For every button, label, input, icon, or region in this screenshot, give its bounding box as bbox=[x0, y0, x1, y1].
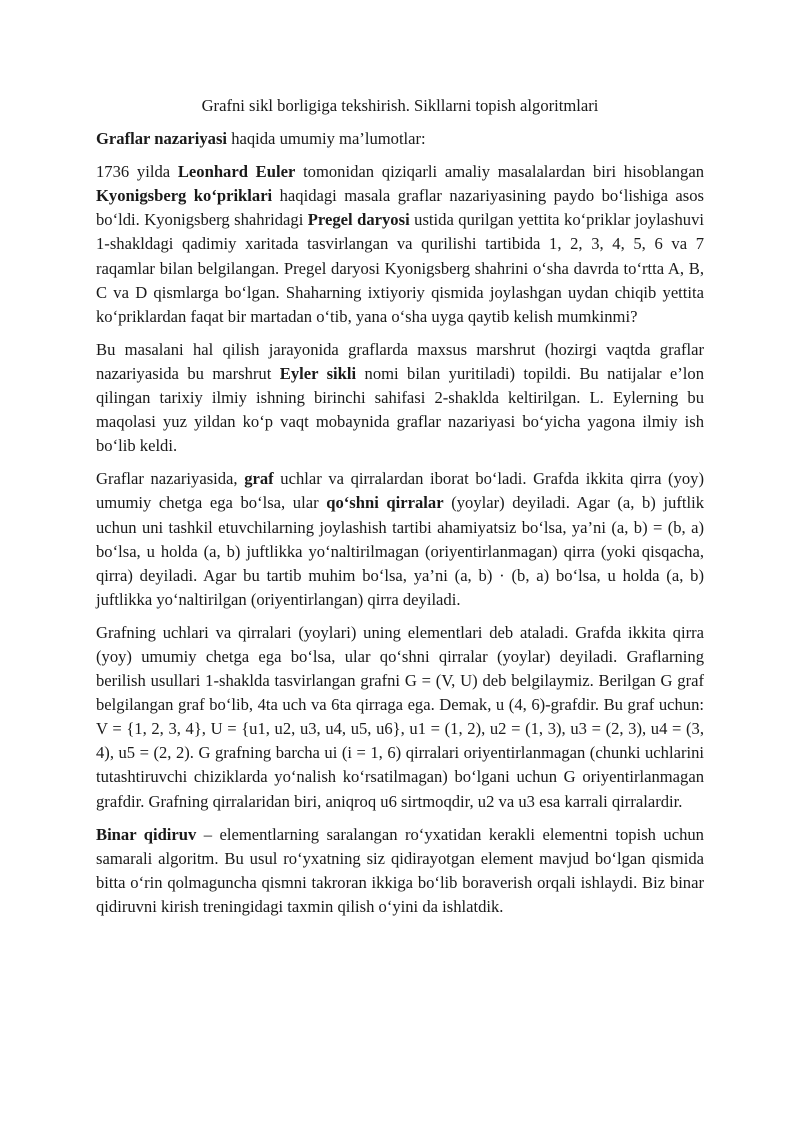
paragraph-text: Grafning uchlari va qirralari (yoylari) uning elementlari deb ataladi. Grafda ikkita qirra (yoy) umumiy chetga ega bo‘lsa, ular qo‘shni qirralar (yoylar) deyiladi. Graflarning berilish usullari 1-shaklda tasvirlangan grafni G = (V, U) deb belgilaymiz. Berilgan G graf belgilangan graf bo‘lib, 4ta uch va 6ta qirraga ega. Demak, u (4, 6)-grafdir. Bu graf uchun: V = {1, 2, 3, 4}, U = {u1, u2, u3, u4, u5, u6}, u1 = (1, 2), u2 = (1, 3), u3 = (2, 3), u4 = (3, 4), u5 = (2, 2). G grafning barcha ui (i = 1, 6) qirralari oriyentirlanmagan (chunki uchlarini tutashtiruvchi chiziklarda yo‘nalish ko‘rsatilmagan) bo‘lgani uchun G oriyentirlanmagan grafdir. Grafning qirralaridan biri, aniqroq u6 sirtmoqdir, u2 va u3 esa karrali qirralardir. bbox=[96, 622, 704, 811]
paragraph-text: Bu masalani hal qilish jarayonida graflarda maxsus marshrut (hozirgi vaqtda graflar nazariyasida bu marshrut bbox=[96, 339, 704, 383]
paragraph-intro bbox=[96, 127, 704, 151]
paragraph-graph-definition bbox=[96, 467, 704, 612]
bold-term: graf bbox=[244, 469, 274, 489]
paragraph-text: – elementlarning saralangan ro‘yxatidan kerakli elementni topish uchun samarali algoritm. Bu usul ro‘yxatning siz qidirayotgan element mavjud bo‘lgan qismida bitta o‘rin qolmaguncha qismni takroran ikkiga bo‘lib boraverish orqali ishlaydi. Biz binar qidiruvni kirish treningidagi taxmin qilish o‘yini da ishlatdik. bbox=[96, 824, 704, 916]
paragraph-text: uchlar va qirralardan iborat bo‘ladi. Grafda ikkita qirra (yoy) umumiy chetga ega bo‘lsa, ular bbox=[96, 469, 704, 513]
bold-term: Binar qidiruv bbox=[96, 824, 197, 844]
bold-term: Pregel daryosi bbox=[307, 210, 410, 230]
bold-term: Graflar nazariyasi bbox=[96, 129, 228, 149]
paragraph-binary-search bbox=[96, 823, 704, 919]
paragraph-text: tomonidan qiziqarli amaliy masalalardan biri hisoblangan bbox=[295, 162, 704, 182]
document-title: Grafni sikl borligiga tekshirish. Sikllarni topish algoritmlari bbox=[201, 96, 599, 115]
bold-term: qo‘shni qirralar bbox=[326, 493, 444, 513]
bold-term: Leonhard Euler bbox=[177, 162, 296, 182]
paragraph-text: 1736 yilda bbox=[96, 162, 178, 182]
paragraph-text: nomi bilan yuritiladi) topildi. Bu natijalar e’lon qilingan tarixiy ilmiy ishning birinchi sahifasi 2-shaklda keltirilgan. L. Eylerning bu maqolasi yuz yildan ko‘p vaqt mobaynida graflar nazariyasi bo‘yicha yagona ilmiy ish bo‘lib keldi. bbox=[96, 363, 704, 456]
paragraph-euler-cycle bbox=[96, 338, 704, 458]
paragraph-text: Graflar nazariyasida, bbox=[96, 469, 245, 489]
paragraph-text: (yoylar) deyiladi. Agar (a, b) juftlik uchun uni tashkil etuvchilarning joylashish tartibi ahamiyatsiz bo‘lsa, ya’ni (a, b) = (b, a) bo‘lsa, u holda (a, b) juftlikka yo‘naltirilmagan (oriyentirlanmagan) qirra (yoki qisqacha, qirra) deyiladi. Agar bu tartib muhim bo‘lsa, ya’ni (a, b) · (b, a) bo‘lsa, u holda (a, b) juftlikka yo‘naltirilgan (oriyentirlangan) qirra deyiladi. bbox=[96, 493, 704, 609]
bold-term: Kyonigsberg ko‘priklari bbox=[96, 186, 273, 206]
bold-term: Eyler sikli bbox=[279, 363, 357, 383]
paragraph-graph-elements bbox=[96, 621, 704, 814]
paragraph-text: haqidagi masala graflar nazariyasining paydo bo‘lishiga asos bo‘ldi. Kyonigsberg shahridagi bbox=[96, 186, 704, 230]
paragraph-text: ustida qurilgan yettita ko‘priklar joylashuvi 1-shakldagi qadimiy xaritada tasvirlangan va qurilishi tartibida 1, 2, 3, 4, 5, 6 va 7 raqamlar bilan belgilangan. Pregel daryosi Kyonigsberg shahrini o‘sha davrda to‘rtta A, B, C va D qismlarga bo‘lgan. Shaharning ixtiyoriy qismida joylashgan uydan chiqib yettita ko‘priklardan faqat bir martadan o‘tib, yana o‘sha uyga qaytib kelish mumkinmi? bbox=[96, 210, 705, 326]
paragraph-history bbox=[96, 160, 704, 329]
paragraph-text: haqida umumiy ma’lumotlar: bbox=[227, 129, 426, 149]
